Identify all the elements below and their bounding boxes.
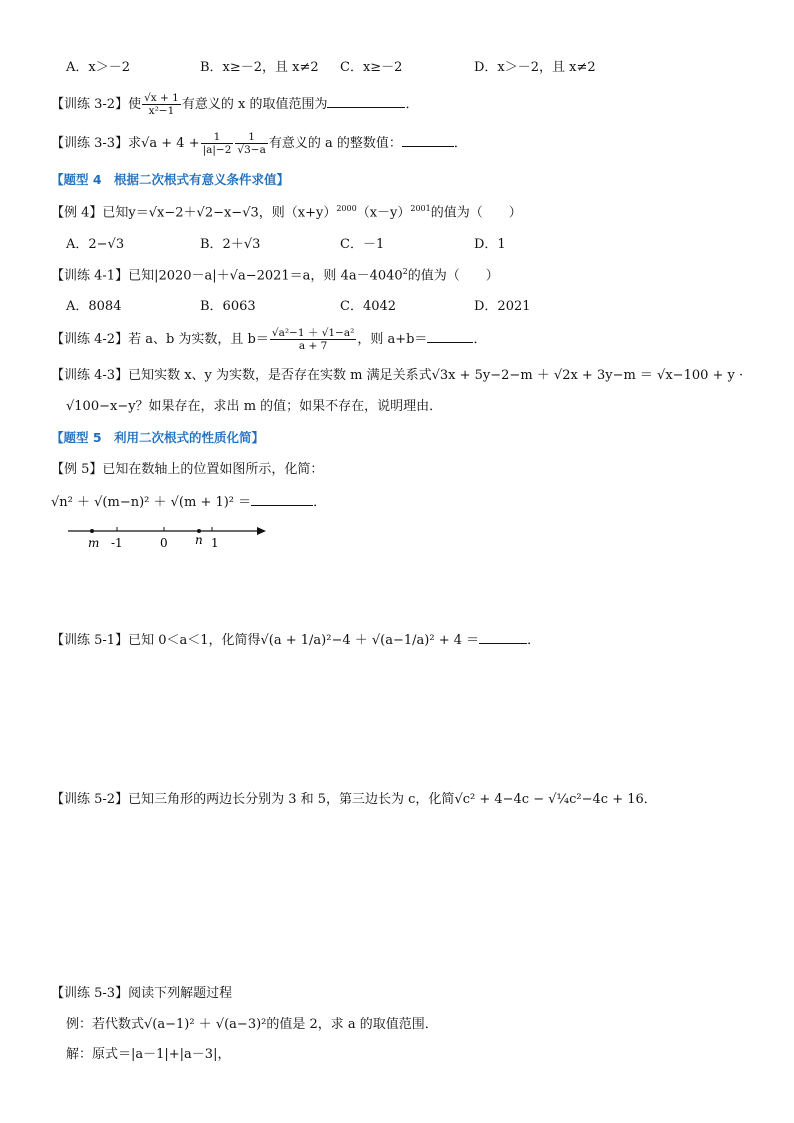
exercise-5-1 — [51, 632, 540, 650]
label-zero: 0 — [160, 536, 168, 550]
exercise-3-3 — [51, 127, 467, 161]
option-d: D．1 — [474, 237, 506, 252]
example-4 — [51, 200, 522, 222]
exercise-label: 【训练 3-2】 — [51, 97, 129, 112]
text: 的值为（ ） — [407, 268, 499, 284]
answer-blank[interactable] — [427, 342, 473, 343]
exponent: 2000 — [336, 204, 357, 213]
punct: ． — [527, 633, 541, 648]
denominator: |a|−2 — [202, 144, 232, 156]
arrow-icon — [257, 527, 266, 535]
text: 求 — [128, 136, 142, 151]
expression: √n² ＋ √(m−n)² ＋ √(m + 1)² ＝ — [51, 495, 252, 510]
numerator: √a²−1 ＋ √1−a² — [271, 327, 355, 339]
answer-blank[interactable] — [479, 643, 527, 644]
example-5-expression — [51, 494, 326, 512]
exercise-3-2 — [51, 88, 419, 122]
exercise-4-2 — [51, 322, 486, 358]
option-c: C．4042 — [340, 299, 397, 314]
exercise-4-3 — [51, 367, 743, 385]
fraction — [142, 92, 181, 117]
text: 若 a、b 为实数，且 b＝ — [128, 332, 269, 347]
exercise-5-2 — [51, 791, 657, 809]
section-heading-4: 【题型 4 根据二次根式有意义条件求值】 — [51, 172, 290, 187]
text: 阅读下列解题过程 — [128, 986, 233, 1001]
text: 已知三角形的两边长分别为 3 和 5，第三边长为 c，化简 — [128, 792, 455, 807]
exercise-label: 【训练 5-2】 — [51, 792, 129, 807]
point-m — [90, 529, 94, 533]
expression: √(a + 1/a)²−4 ＋ √(a−1/a)² + 4 ＝ — [260, 633, 480, 648]
exercise-4-1 — [51, 263, 499, 285]
example-5 — [51, 461, 323, 479]
option-a: A．8084 — [66, 299, 122, 314]
answer-blank[interactable] — [402, 146, 454, 147]
exponent: 2 — [402, 267, 408, 276]
exercise-4-3-line2: √100−x−y？如果存在，求出 m 的值；如果不存在，说明理由． — [66, 399, 443, 414]
text: 已知在数轴上的位置如图所示，化简： — [102, 462, 324, 477]
text: ，则 a+b＝ — [357, 332, 428, 347]
text: 有意义的 a 的整数值： — [268, 136, 402, 151]
fraction — [235, 131, 267, 156]
denominator: a + 7 — [298, 340, 328, 352]
exercise-label: 【训练 4-2】 — [51, 332, 129, 347]
exercise-5-3-solution: 解：原式＝|a－1|+|a－3|， — [66, 1047, 231, 1062]
exercise-5-3 — [51, 985, 232, 1003]
option-c: C．x≥－2 — [340, 60, 403, 75]
option-c: C．－1 — [340, 237, 385, 252]
number-line — [60, 520, 280, 554]
numerator: √x + 1 — [144, 92, 179, 104]
denominator: x²−1 — [148, 105, 175, 117]
text: 使 — [128, 97, 142, 112]
punct: ． — [405, 97, 419, 112]
example-label: 【例 5】 — [51, 462, 103, 477]
text: 有意义的 x 的取值范围为 — [181, 97, 328, 112]
exponent: 2001 — [410, 204, 431, 213]
option-d: D．x＞－2，且 x≠2 — [474, 60, 596, 75]
exercise-label: 【训练 5-1】 — [51, 633, 129, 648]
label-n: n — [195, 533, 203, 547]
punct: ． — [643, 792, 657, 807]
text: 已知实数 x、y 为实数，是否存在实数 m 满足关系式√3x + 5y−2−m ＋ √2x + 3y−m ＝ √x−100 + y · — [128, 368, 744, 383]
section-heading-5: 【题型 5 利用二次根式的性质化简】 — [51, 430, 265, 445]
example-label: 【例 4】 — [51, 205, 103, 221]
exercise-label: 【训练 4-1】 — [51, 268, 129, 284]
punct: ． — [453, 136, 467, 151]
option-d: D．2021 — [474, 299, 531, 314]
punct: ． — [473, 332, 487, 347]
option-b: B．2＋√3 — [200, 237, 261, 252]
numerator: 1 — [235, 131, 267, 144]
fraction — [201, 131, 234, 156]
punct: ． — [313, 495, 327, 510]
text: 已知|2020－a|＋√a−2021＝a，则 4a－4040 — [128, 268, 403, 284]
fraction — [270, 327, 356, 352]
option-a: A．2−√3 — [66, 237, 125, 252]
label-m: m — [88, 536, 100, 550]
answer-blank[interactable] — [251, 505, 313, 506]
numerator: 1 — [201, 131, 234, 144]
denominator: √3−a — [237, 144, 266, 156]
expression: √c² + 4−4c − √¼c²−4c + 16 — [454, 792, 644, 807]
text: 已知y＝√x−2＋√2−x−√3，则（x+y） — [102, 205, 337, 221]
expression: √a + 4 + — [141, 136, 200, 151]
exercise-label: 【训练 3-3】 — [51, 136, 129, 151]
answer-blank[interactable] — [327, 107, 405, 108]
exercise-label: 【训练 5-3】 — [51, 986, 129, 1001]
exercise-5-3-example: 例：若代数式√(a−1)² ＋ √(a−3)²的值是 2，求 a 的取值范围． — [66, 1017, 438, 1032]
text: 的值为（ ） — [430, 205, 522, 221]
option-b: B．x≥－2，且 x≠2 — [200, 60, 319, 75]
option-a: A．x＞－2 — [66, 60, 130, 75]
text: （x－y） — [356, 205, 411, 221]
label-minus-one: -1 — [111, 536, 123, 550]
exercise-label: 【训练 4-3】 — [51, 368, 129, 383]
option-b: B．6063 — [200, 299, 256, 314]
text: 已知 0＜a＜1，化简得 — [128, 633, 261, 648]
label-one: 1 — [211, 536, 219, 550]
